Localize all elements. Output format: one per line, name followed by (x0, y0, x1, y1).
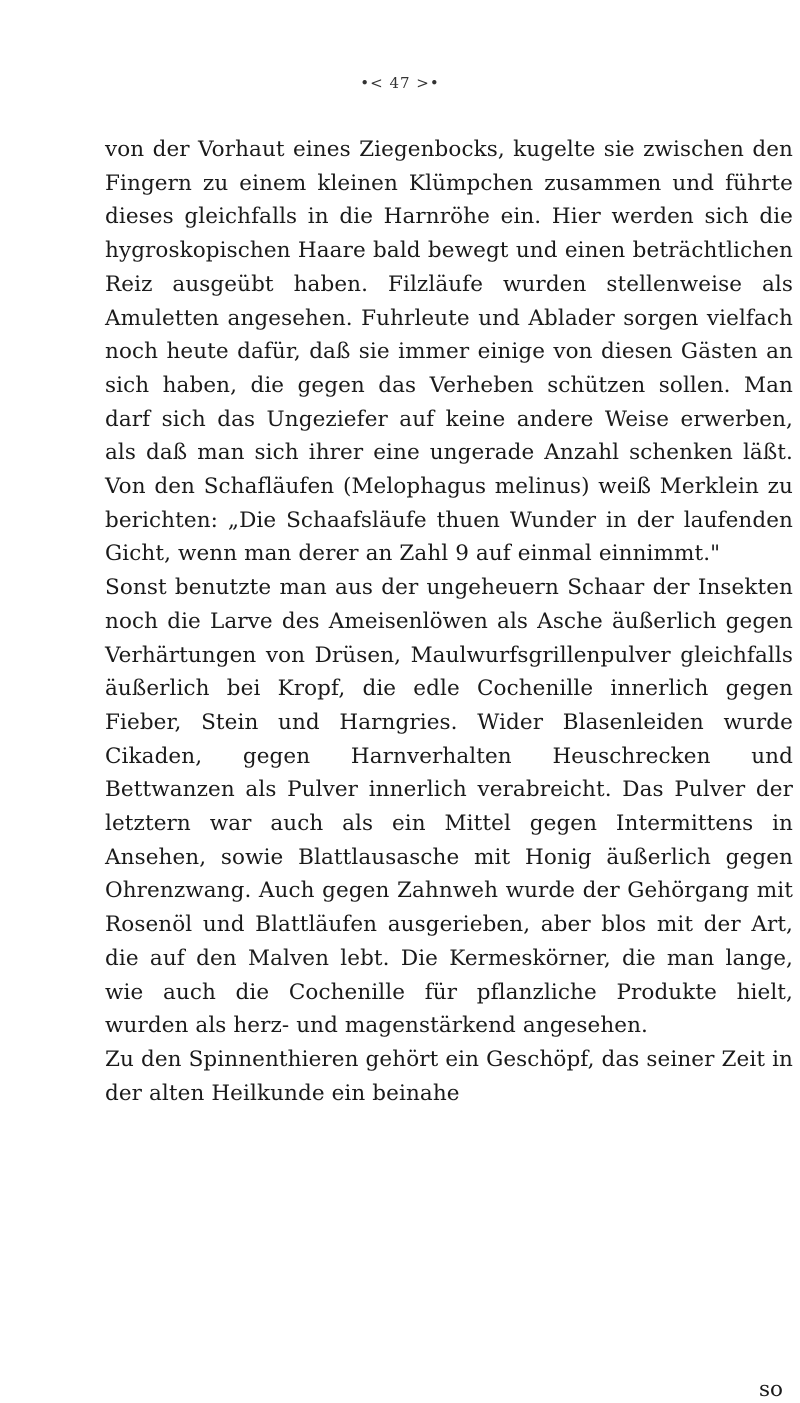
page-number: •< 47 >• (360, 74, 440, 92)
catchword: so (759, 1377, 783, 1402)
paragraph-2: Sonst benutzte man aus der ungeheuern Schaar der Insekten noch die Larve des Ameisenlöwen als Asche äußerlich gegen Verhärtungen von Drüsen, Maulwurfsgrillenpulver gleichfalls äußerlich bei Kropf, die edle Cochenille innerlich gegen Fieber, Stein und Harngries. Wider Blasenleiden wurde Cikaden, gegen Harnverhalten Heuschrecken und Bettwanzen als Pulver innerlich verabreicht. Das Pulver der letztern war auch als ein Mittel gegen Intermittens in Ansehen, sowie Blattlausasche mit Honig äußerlich gegen Ohrenzwang. Auch gegen Zahnweh wurde der Gehörgang mit Rosenöl und Blattläufen ausgerieben, aber blos mit der Art, die auf den Malven lebt. Die Kermeskörner, die man lange, wie auch die Cochenille für pflanzliche Produkte hielt, wurden als herz- und magenstärkend angesehen. (105, 575, 793, 1039)
paragraph-1: von der Vorhaut eines Ziegenbocks, kugelte sie zwischen den Fingern zu einem kleinen Klümpchen zusammen und führte dieses gleichfalls in die Harnröhe ein. Hier werden sich die hygroskopischen Haare bald bewegt und einen beträchtlichen Reiz ausgeübt haben. Filzläufe wurden stellenweise als Amuletten angesehen. Fuhrleute und Ablader sorgen vielfach noch heute dafür, daß sie immer einige von diesen Gästen an sich haben, die gegen das Verheben schützen sollen. Man darf sich das Ungeziefer auf keine andere Weise erwerben, als daß man sich ihrer eine ungerade Anzahl schenken läßt. Von den Schafläufen (Melophagus melinus) weiß Merklein zu berichten: „Die Schaafsläufe thuen Wunder in der laufenden Gicht, wenn man derer an Zahl 9 auf einmal einnimmt." (105, 137, 793, 567)
body-text (105, 133, 793, 1110)
paragraph-3: Zu den Spinnenthieren gehört ein Geschöpf, das seiner Zeit in der alten Heilkunde ein beinahe (105, 1046, 793, 1106)
